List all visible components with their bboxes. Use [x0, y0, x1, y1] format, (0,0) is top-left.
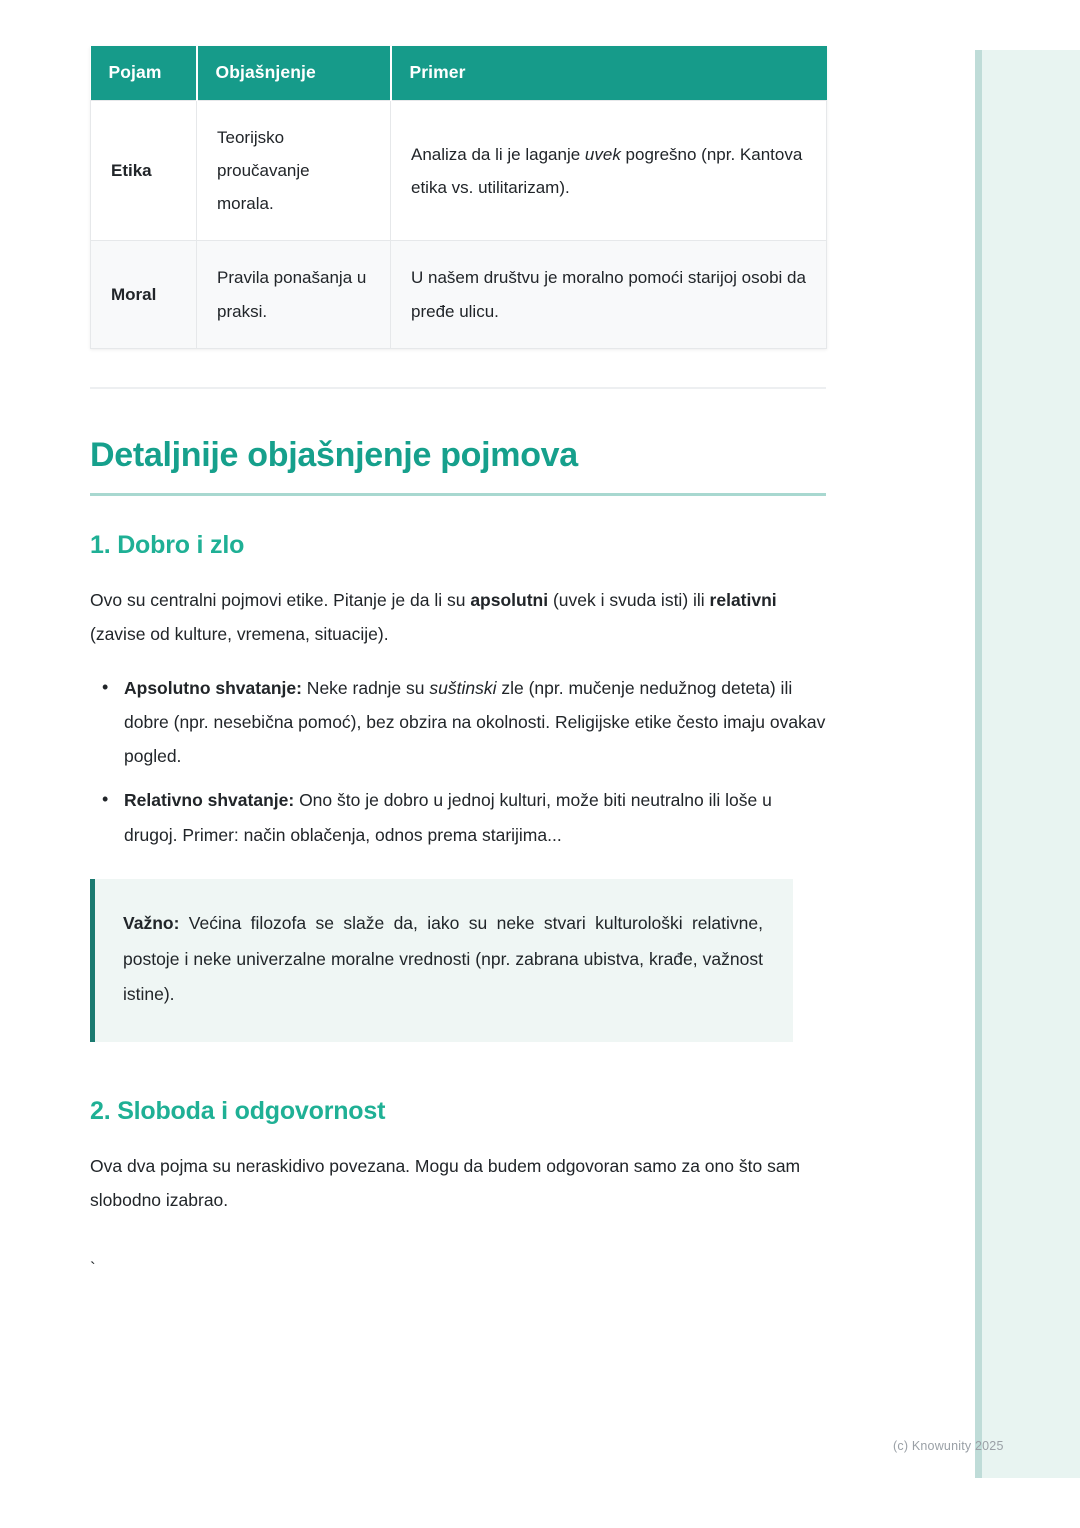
table-cell-example — [391, 101, 827, 241]
example-text-pre: U našem društvu je moralno pomoći starijoj osobi da pređe ulicu. — [411, 268, 806, 321]
bullet-text-pre: Ono što je dobro u jednoj kulturi, može biti neutralno ili loše u drugoj. Primer: način oblačenja, odnos prema starijima... — [124, 790, 772, 845]
bullet-text-emphasis: suštinski — [429, 678, 497, 699]
section-heading-underline — [90, 493, 826, 496]
bullet-text-post: zle (npr. mučenje nedužnog deteta) ili dobre (npr. nesebična pomoć), bez obzira na okolnosti. Religijske etike često imaju ovakav pogled. — [124, 678, 826, 767]
bullet-text-pre: Neke radnje su — [301, 678, 430, 699]
example-text-emphasis: uvek — [584, 144, 621, 164]
table-header-primer: Primer — [391, 46, 827, 101]
bullet-label: Apsolutno shvatanje: — [124, 678, 302, 699]
callout-paragraph — [123, 906, 763, 1014]
list-item — [124, 671, 830, 773]
table-header-pojam: Pojam — [91, 46, 197, 101]
topic2-paragraph: Ova dva pojma su neraskidivo povezana. Mogu da budem odgovoran samo za ono što sam slobodno izabrao. — [90, 1156, 801, 1211]
callout-text: Većina filozofa se slaže da, iako su neke stvari kulturološki relativne, postoje i neke univerzalne moralne vrednosti (npr. zabrana ubistva, krađe, važnost istine). — [123, 912, 763, 1005]
intro-text-part3: (zavise od kulture, vremena, situacije). — [90, 623, 389, 644]
right-side-panel-edge — [975, 50, 982, 1478]
footer-copyright: (c) Knowunity 2025 — [893, 1439, 1004, 1453]
callout-label: Važno: — [123, 912, 180, 933]
document-content — [90, 46, 830, 1277]
table-header-row — [91, 46, 827, 101]
topic1-intro-paragraph — [90, 583, 826, 651]
example-text-pre: Analiza da li je laganje — [411, 144, 585, 164]
bullet-label: Relativno shvatanje: — [124, 790, 295, 811]
subsection-heading-1: 1. Dobro i zlo — [90, 530, 245, 559]
table-cell-explanation: Pravila ponašanja u praksi. — [197, 241, 391, 348]
intro-text-part2: (uvek i svuda isti) ili — [548, 589, 710, 610]
example-text-post: pogrešno (npr. Kantova etika vs. utilitarizam). — [411, 144, 803, 197]
table-cell-example — [391, 241, 827, 348]
subsection-heading-2: 2. Sloboda i odgovornost — [90, 1097, 386, 1126]
table-header-objasnjenje: Objašnjenje — [197, 46, 391, 101]
section-divider — [90, 387, 826, 389]
table-row — [91, 101, 827, 241]
table-cell-explanation: Teorijsko proučavanje morala. — [197, 101, 391, 241]
intro-text-part1: Ovo su centralni pojmovi etike. Pitanje je da li su — [90, 589, 471, 610]
table-row — [91, 241, 827, 348]
topic1-bullet-list — [90, 671, 830, 852]
section-heading: Detaljnije objašnjenje pojmova — [90, 435, 578, 474]
intro-bold-apsolutni: apsolutni — [470, 589, 549, 610]
trailing-backtick: ` — [90, 1258, 96, 1278]
table-cell-term: Moral — [91, 241, 197, 348]
right-side-panel — [975, 50, 1080, 1478]
concept-definition-table — [90, 46, 827, 349]
important-callout-box — [90, 879, 793, 1043]
list-item — [124, 783, 830, 851]
table-cell-term: Etika — [91, 101, 197, 241]
intro-bold-relativni: relativni — [709, 589, 777, 610]
